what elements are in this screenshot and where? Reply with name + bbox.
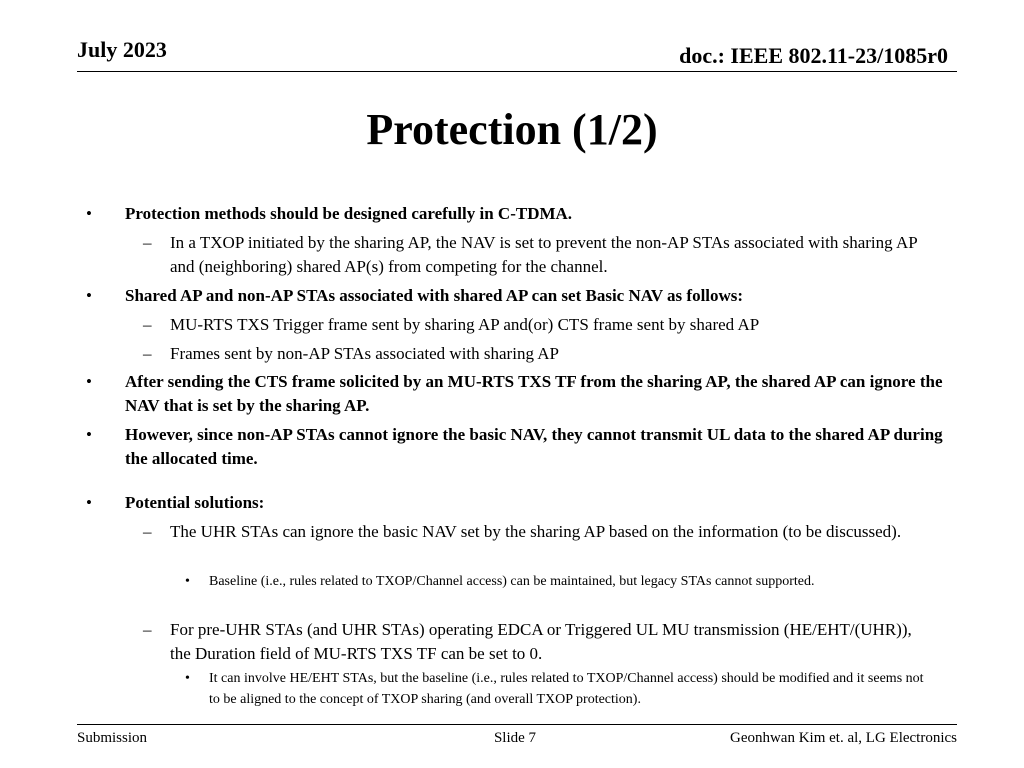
sub-bullet-text: The UHR STAs can ignore the basic NAV set by the sharing AP based on the information (to be discussed). [170,522,902,541]
slide-title: Protection (1/2) [366,105,658,154]
sub-bullet-item [143,231,935,279]
sub-bullet-text: For pre-UHR STAs (and UHR STAs) operating EDCA or Triggered UL MU transmission (HE/EHT/(UHR)), the Duration field of MU-RTS TXS TF can be set to 0. [170,620,912,663]
bullet-dot-icon: • [86,493,92,512]
sub-sub-bullet-text: Baseline (i.e., rules related to TXOP/Channel access) can be maintained, but legacy STAs cannot supported. [209,574,815,589]
sub-bullet-text: In a TXOP initiated by the sharing AP, the NAV is set to prevent the non-AP STAs associated with sharing AP and (neighboring) shared AP(s) from competing for the channel. [170,233,918,276]
bullet-item [86,284,945,308]
sub-bullet-text: MU-RTS TXS Trigger frame sent by sharing AP and(or) CTS frame sent by shared AP [170,315,760,334]
bullet-dot-icon: • [86,425,92,444]
bullet-dot-icon: • [185,671,190,686]
slide-number: Slide 7 [493,730,537,746]
bullet-text: Protection methods should be designed carefully in C-TDMA. [125,204,573,223]
bullet-item [86,491,945,515]
header-doc-id: doc.: IEEE 802.11-23/1085r0 [679,43,948,68]
sub-sub-bullet-item [185,571,929,592]
bullet-text: Shared AP and non-AP STAs associated with shared AP can set Basic NAV as follows: [125,286,744,305]
footer-left: Submission [77,730,148,746]
sub-bullet-item [143,342,935,366]
dash-icon: – [143,315,152,334]
bullet-text: However, since non-AP STAs cannot ignore the basic NAV, they cannot transmit UL data to the shared AP during the allocated time. [125,425,943,468]
dash-icon: – [143,344,152,363]
sub-sub-bullet-text: It can involve HE/EHT STAs, but the baseline (i.e., rules related to TXOP/Channel access) should be modified and it seems not to be aligned to the concept of TXOP sharing (and overall TXOP protection). [209,671,924,707]
bullet-text: Potential solutions: [125,493,265,512]
sub-bullet-item [143,520,935,544]
footer-author: Geonhwan Kim et. al, LG Electronics [729,730,957,746]
sub-bullet-item [143,313,935,337]
header-date: July 2023 [77,37,167,62]
dash-icon: – [143,233,152,252]
bullet-dot-icon: • [86,286,92,305]
dash-icon: – [143,522,152,541]
sub-bullet-item [143,618,935,666]
bullet-item [86,423,945,471]
bullet-text: After sending the CTS frame solicited by an MU-RTS TXS TF from the sharing AP, the shared AP can ignore the NAV that is set by the sharing AP. [125,372,943,415]
bullet-dot-icon: • [86,372,92,391]
bullet-item [86,202,945,226]
footer-divider [77,724,957,725]
sub-sub-bullet-item [185,668,929,710]
bullet-item [86,370,945,418]
bullet-dot-icon: • [185,574,190,589]
sub-bullet-text: Frames sent by non-AP STAs associated with sharing AP [170,344,559,363]
dash-icon: – [143,620,152,639]
bullet-dot-icon: • [86,204,92,223]
